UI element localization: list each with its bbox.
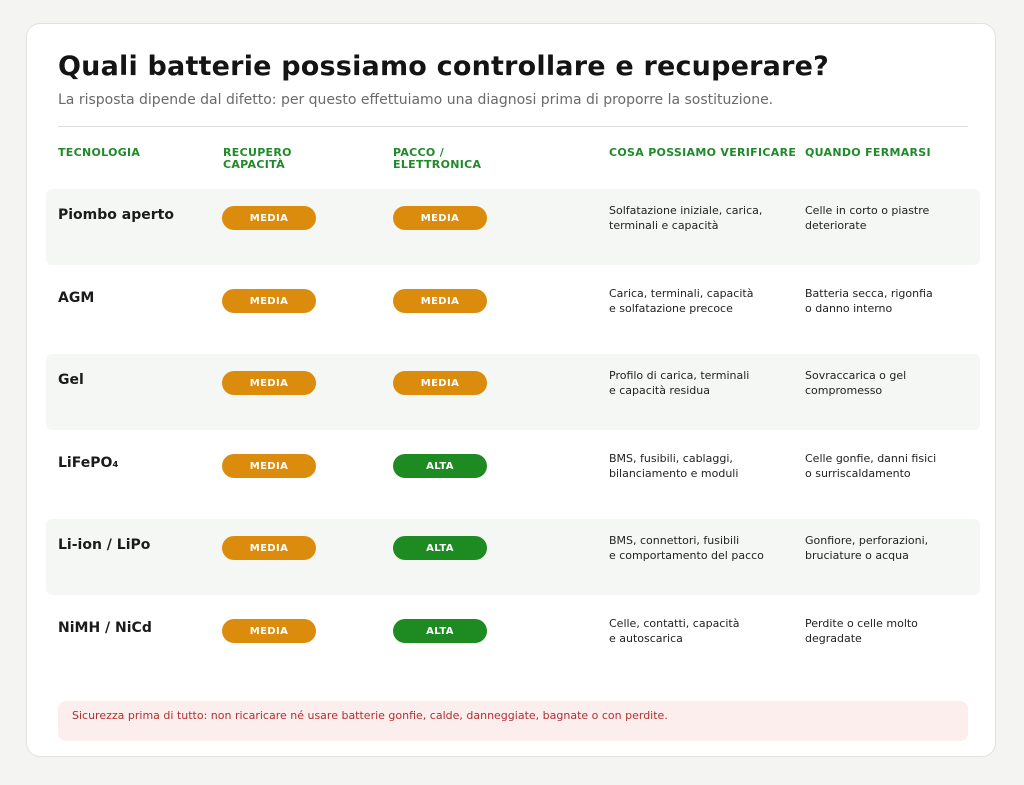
stop-text: Gonfiore, perforazioni, bruciature o acqua xyxy=(805,534,929,562)
technology-name: LiFePO₄ xyxy=(58,455,119,471)
table-row xyxy=(46,354,980,430)
verify-text: Celle, contatti, capacità e autoscarica xyxy=(609,617,740,645)
verify-text: Profilo di carica, terminali e capacità residua xyxy=(609,369,750,397)
column-header-stop: QUANDO FERMARSI xyxy=(805,146,931,159)
recupero-badge: MEDIA xyxy=(222,454,316,478)
recupero-badge: MEDIA xyxy=(222,371,316,395)
pacco-badge: ALTA xyxy=(393,454,487,478)
verify-text: BMS, fusibili, cablaggi, bilanciamento e moduli xyxy=(609,452,739,480)
stop-text: Perdite o celle molto degradate xyxy=(805,617,918,645)
technology-name: AGM xyxy=(58,290,95,306)
pacco-badge: ALTA xyxy=(393,619,487,643)
stop-text: Sovraccarica o gel compromesso xyxy=(805,369,907,397)
technology-name: Piombo aperto xyxy=(58,207,174,223)
recupero-badge: MEDIA xyxy=(222,619,316,643)
column-header-pacco: PACCO / ELETTRONICA xyxy=(393,146,482,171)
recupero-badge: MEDIA xyxy=(222,289,316,313)
pacco-badge: MEDIA xyxy=(393,206,487,230)
column-header-recupero: RECUPERO CAPACITÀ xyxy=(223,146,292,171)
table-row xyxy=(46,602,980,678)
technology-name: NiMH / NiCd xyxy=(58,620,152,636)
technology-name: Li-ion / LiPo xyxy=(58,537,151,553)
battery-info-card xyxy=(26,23,996,757)
pacco-badge: ALTA xyxy=(393,536,487,560)
pacco-badge: MEDIA xyxy=(393,371,487,395)
recupero-badge: MEDIA xyxy=(222,536,316,560)
table-row xyxy=(46,189,980,265)
page-title: Quali batterie possiamo controllare e recuperare? xyxy=(58,51,829,82)
pacco-badge: MEDIA xyxy=(393,289,487,313)
page-subtitle: La risposta dipende dal difetto: per questo effettuiamo una diagnosi prima di proporre la sostituzione. xyxy=(58,92,774,108)
verify-text: Carica, terminali, capacità e solfatazione precoce xyxy=(609,287,754,315)
recupero-badge: MEDIA xyxy=(222,206,316,230)
column-header-tech: TECNOLOGIA xyxy=(58,146,141,159)
table-row xyxy=(46,519,980,595)
verify-text: Solfatazione iniziale, carica, terminali e capacità xyxy=(609,204,763,232)
stop-text: Celle gonfie, danni fisici o surriscaldamento xyxy=(805,452,937,480)
table-row xyxy=(46,437,980,513)
stop-text: Batteria secca, rigonfia o danno interno xyxy=(805,287,933,315)
header-divider xyxy=(58,126,968,127)
table-row xyxy=(46,272,980,348)
technology-name: Gel xyxy=(58,372,84,388)
verify-text: BMS, connettori, fusibili e comportamento del pacco xyxy=(609,534,764,562)
stop-text: Celle in corto o piastre deteriorate xyxy=(805,204,930,232)
column-header-verify: COSA POSSIAMO VERIFICARE xyxy=(609,146,797,159)
safety-note: Sicurezza prima di tutto: non ricaricare né usare batterie gonfie, calde, danneggiate, bagnate o con perdite. xyxy=(58,701,968,741)
